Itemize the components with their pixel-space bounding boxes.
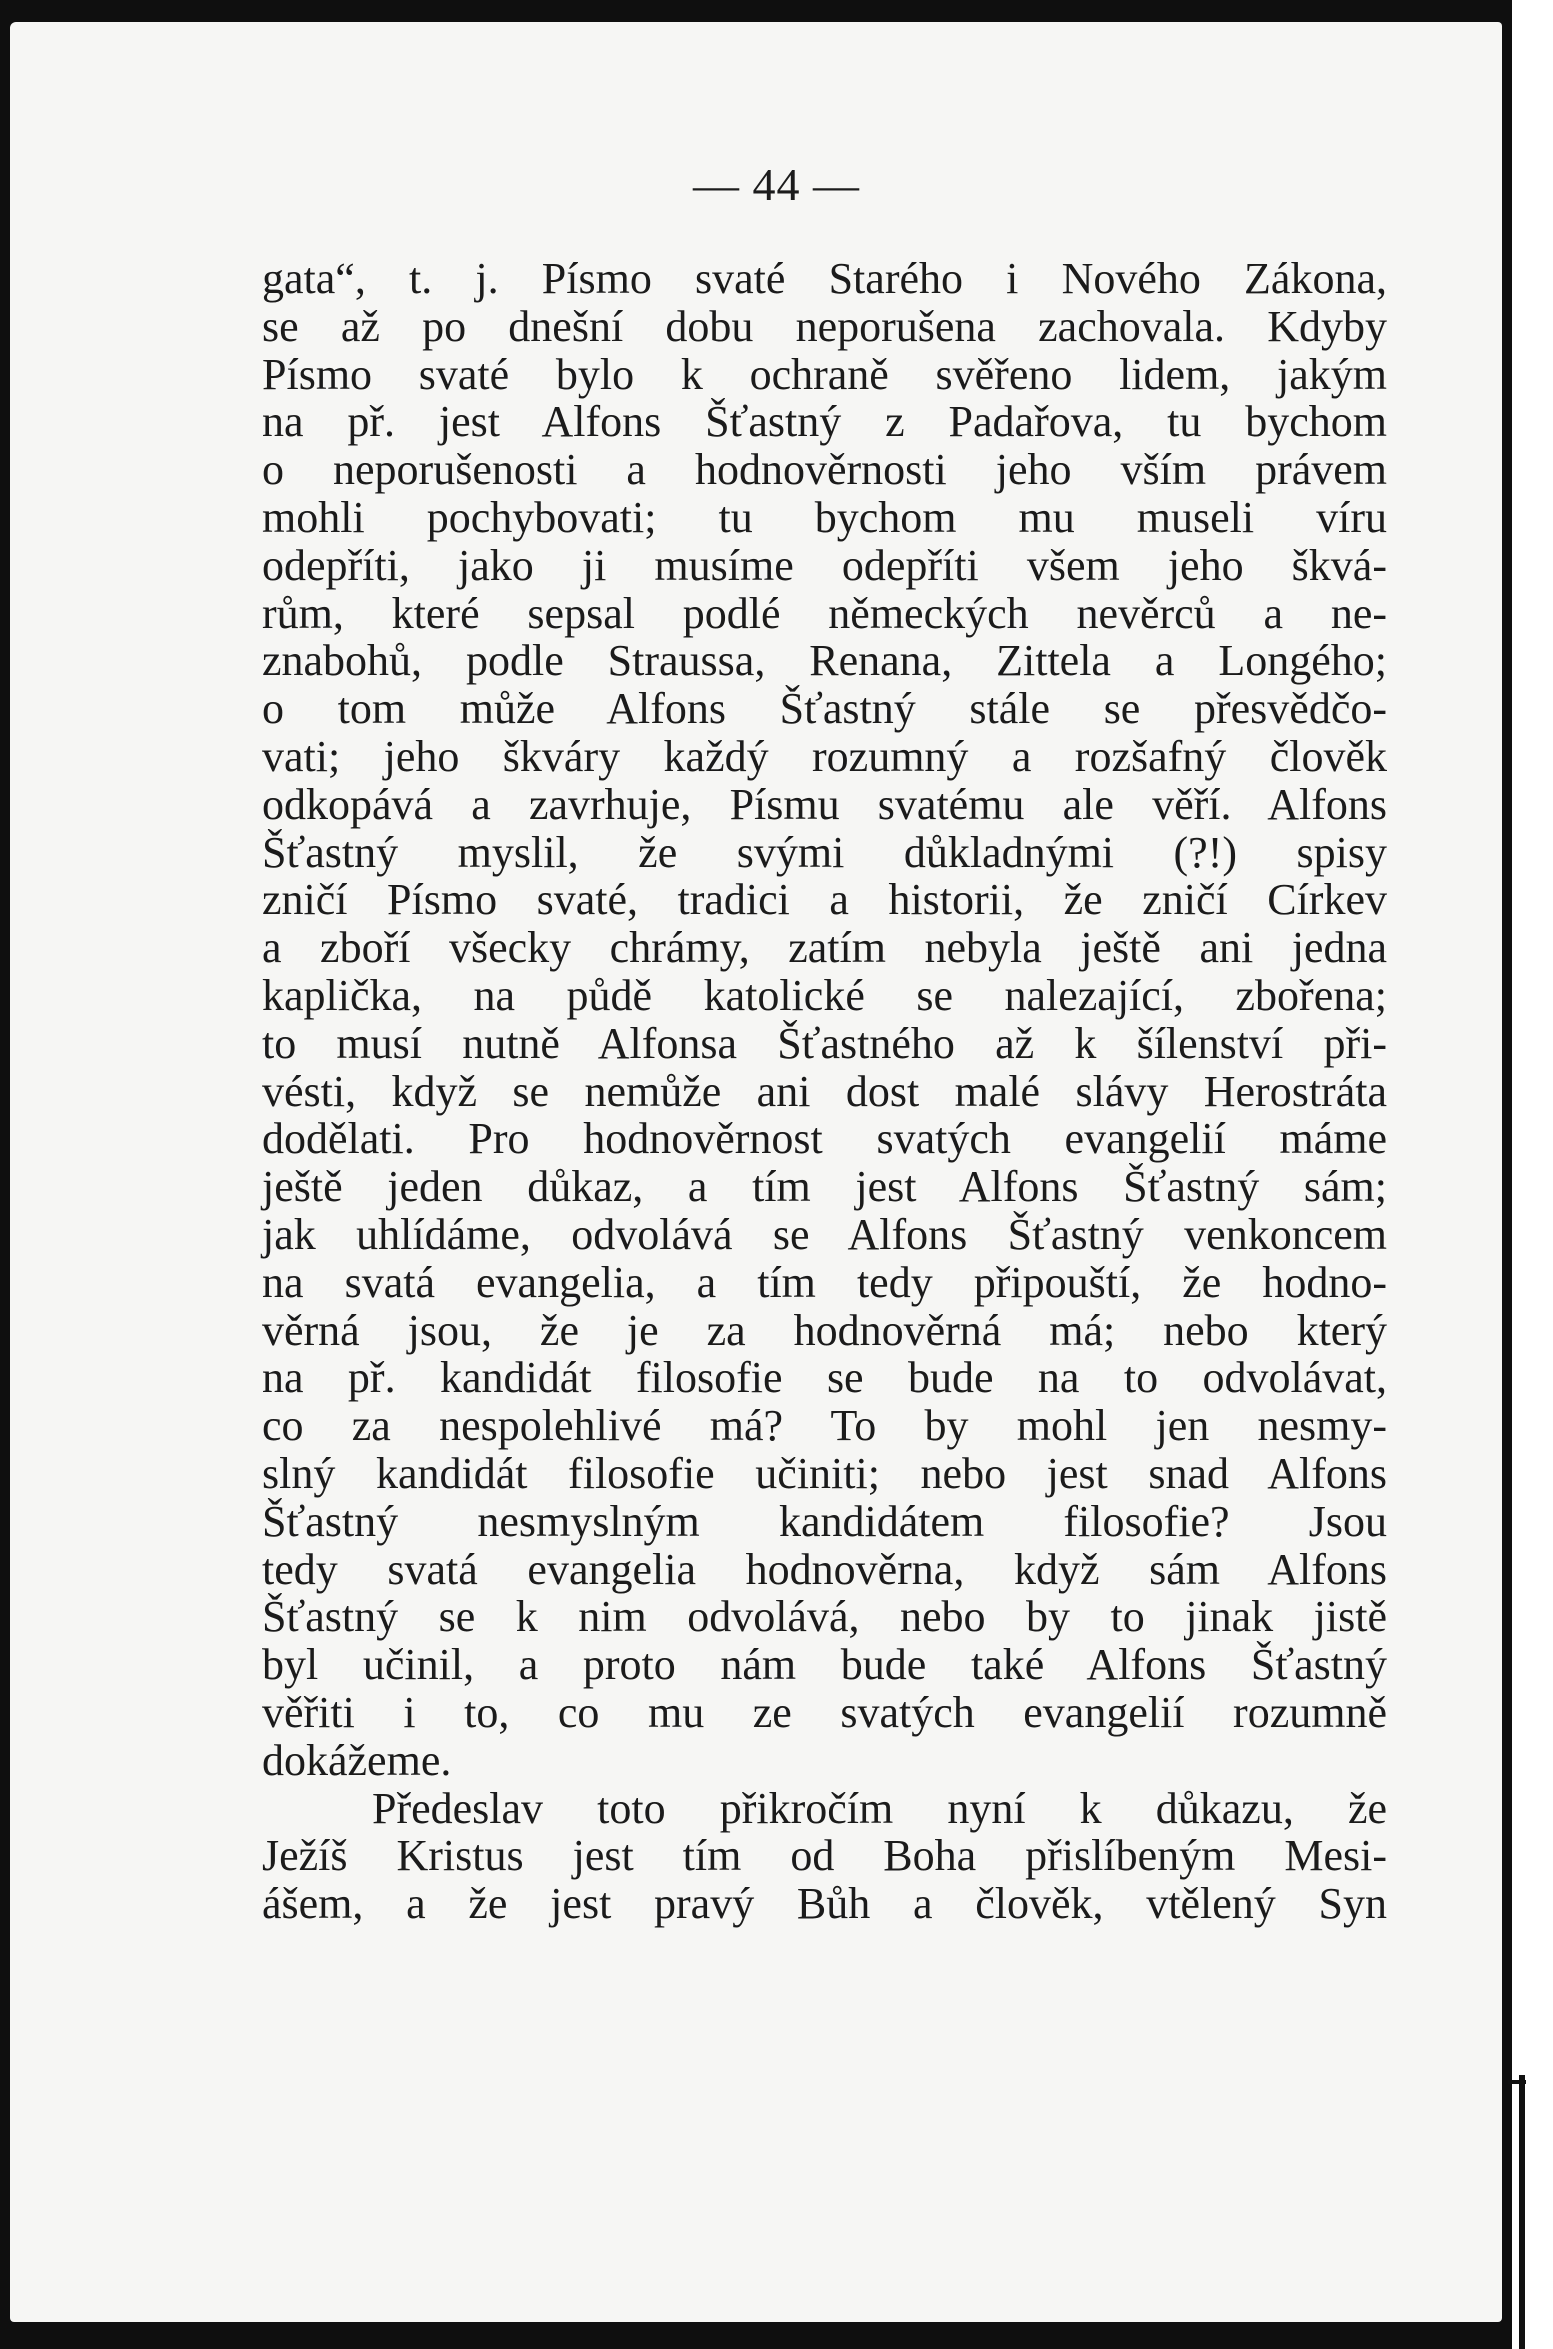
- page-number: — 44 —: [693, 159, 860, 210]
- text-line: na př. jest Alfons Šťastný z Padařova, tu bychom: [262, 397, 1387, 447]
- text-line: kaplička, na půdě katolické se nalezající, zbořena;: [262, 970, 1387, 1020]
- text-line: věrná jsou, že je za hodnověrná má; nebo který: [262, 1305, 1387, 1355]
- text-line: dodělati. Pro hodnověrnost svatých evangelií máme: [262, 1114, 1387, 1164]
- scan-edge-mark: [1519, 2075, 1525, 2349]
- text-line: jak uhlídáme, odvolává se Alfons Šťastný venkoncem: [262, 1209, 1387, 1259]
- text-line: na svatá evangelia, a tím tedy připouští, že hodno-: [262, 1257, 1387, 1307]
- text-line: odepříti, jako ji musíme odepříti všem jeho škvá-: [262, 540, 1387, 590]
- text-line: věřiti i to, co mu ze svatých evangelií rozumně: [262, 1687, 1387, 1737]
- text-line: gata“, t. j. Písmo svaté Starého i Nového Zákona,: [262, 254, 1387, 303]
- text-line: odkopává a zavrhuje, Písmu svatému ale věří. Alfons: [262, 779, 1387, 829]
- text-line: o tom může Alfons Šťastný stále se přesvědčo-: [262, 684, 1387, 734]
- text-line: ášem, a že jest pravý Bůh a člověk, vtělený Syn: [262, 1879, 1387, 1929]
- text-line: znabohů, podle Straussa, Renana, Zittela a Longého;: [262, 636, 1387, 686]
- text-line: a zboří všecky chrámy, zatím nebyla ještě ani jedna: [262, 923, 1387, 973]
- text-line: Šťastný nesmyslným kandidátem filosofie? Jsou: [262, 1496, 1387, 1546]
- text-line: mohli pochybovati; tu bychom mu museli víru: [262, 492, 1387, 542]
- text-line: Písmo svaté bylo k ochraně svěřeno lidem, jakým: [262, 349, 1387, 399]
- text-line: Ježíš Kristus jest tím od Boha přislíbeným Mesi-: [262, 1831, 1387, 1881]
- text-line: na př. kandidát filosofie se bude na to odvolávat,: [262, 1353, 1387, 1403]
- text-line: Šťastný se k nim odvolává, nebo by to jinak jistě: [262, 1592, 1387, 1642]
- text-line: tedy svatá evangelia hodnověrna, když sám Alfons: [262, 1544, 1387, 1594]
- text-line: rům, které sepsal podlé německých nevěrců a ne-: [262, 588, 1387, 638]
- body-text: [262, 255, 1387, 1928]
- text-line: co za nespolehlivé má? To by mohl jen nesmy-: [262, 1401, 1387, 1451]
- paragraph-end-line: dokážeme.: [262, 1735, 452, 1785]
- text-line: Šťastný myslil, že svými důkladnými (?!) spisy: [262, 827, 1387, 877]
- scan-margin: [1512, 0, 1553, 2349]
- text-line: se až po dnešní dobu neporušena zachovala. Kdyby: [262, 301, 1387, 351]
- text-line: vésti, když se nemůže ani dost malé slávy Herostráta: [262, 1066, 1387, 1116]
- scan-edge-tick: [1508, 2080, 1526, 2084]
- text-line: vati; jeho škváry každý rozumný a rozšafný člověk: [262, 731, 1387, 781]
- paragraph-start-line: Předeslav toto přikročím nyní k důkazu, že: [372, 1783, 1387, 1833]
- text-line: to musí nutně Alfonsa Šťastného až k šílenství při-: [262, 1018, 1387, 1068]
- text-line: byl učinil, a proto nám bude také Alfons Šťastný: [262, 1640, 1387, 1690]
- text-line: slný kandidát filosofie učiniti; nebo jest snad Alfons: [262, 1448, 1387, 1498]
- text-line: o neporušenosti a hodnověrnosti jeho vším právem: [262, 445, 1387, 495]
- text-line: zničí Písmo svaté, tradici a historii, že zničí Církev: [262, 875, 1387, 925]
- text-line: ještě jeden důkaz, a tím jest Alfons Šťastný sám;: [262, 1162, 1387, 1212]
